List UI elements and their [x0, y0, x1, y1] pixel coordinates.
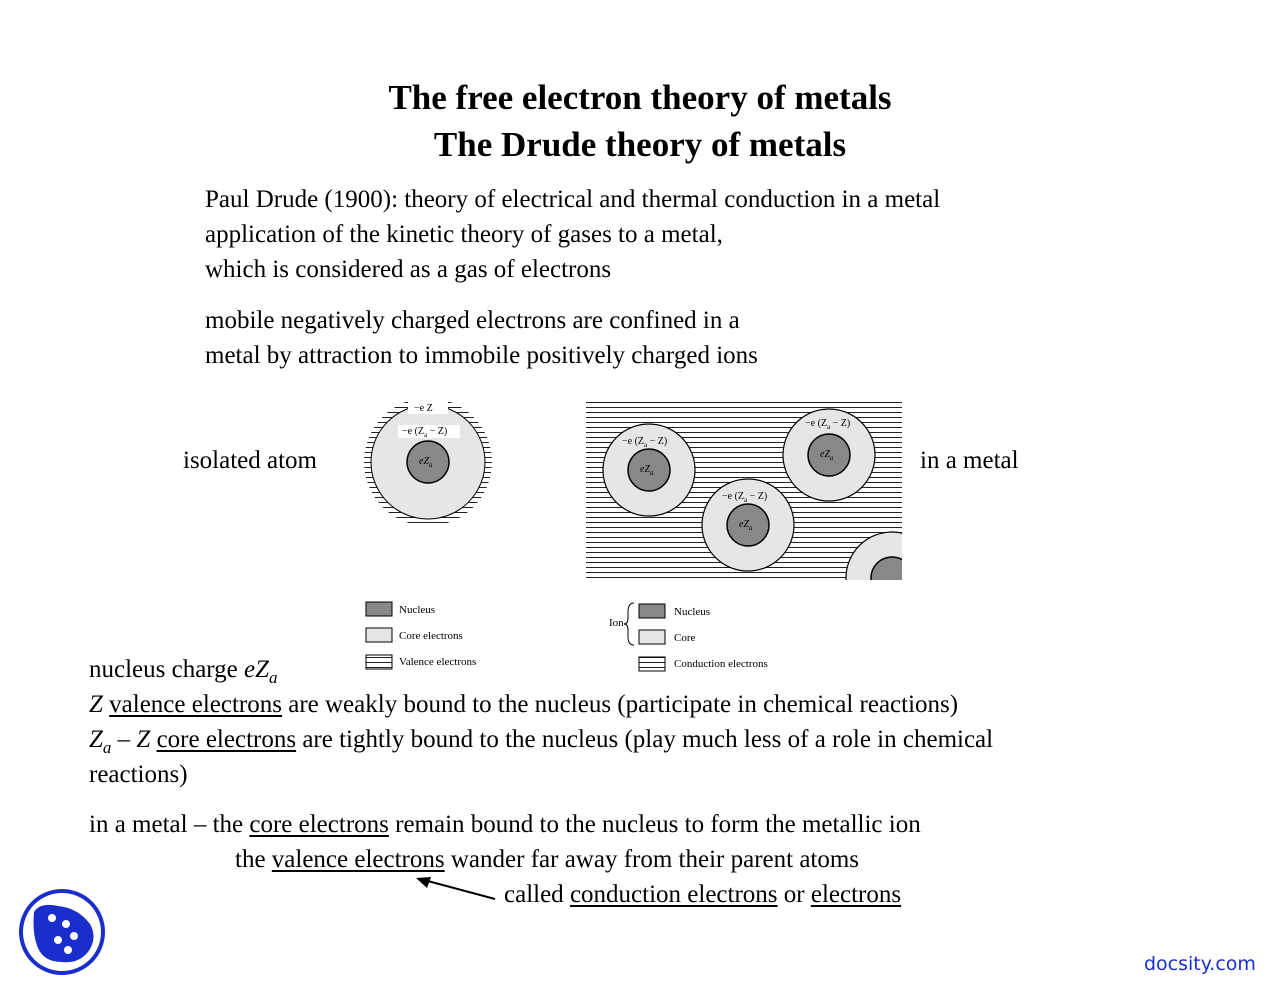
- legend-nucleus-label: Nucleus: [399, 604, 436, 616]
- docsity-link[interactable]: docsity.com: [1144, 953, 1256, 975]
- legend-ion-label: Ion: [609, 617, 624, 629]
- legend-ion-core-label: Core: [674, 632, 696, 644]
- legend-core-swatch: [366, 628, 392, 642]
- atom-outer-charge-label: −e Z: [414, 403, 433, 414]
- atom-nucleus-label: $eZ_a$: [419, 456, 433, 469]
- intro-line-3: which is considered as a gas of electrons: [205, 256, 612, 283]
- arrow-icon: [416, 877, 495, 899]
- core-electrons-line: $Z_a$ – Z core electrons are tightly bound to the nucleus (play much less of a role in chemical: [89, 726, 994, 757]
- in-metal-label: in a metal: [920, 447, 1019, 474]
- wander-line: the valence electrons wander far away from their parent atoms: [235, 846, 860, 873]
- nucleus-charge-line: nucleus charge $eZ_a$: [89, 656, 278, 687]
- ion-2-nucleus-label: $eZ_a$: [820, 449, 834, 462]
- docsity-logo-icon[interactable]: [18, 888, 108, 976]
- ion-1-core-label: −e $(Z_a - Z)$: [622, 436, 668, 449]
- legend-conduction-swatch: [639, 657, 665, 671]
- atom-core-charge-label: −e $(Z_a - Z)$: [402, 426, 448, 439]
- ion-2-core-label: −e $(Z_a - Z)$: [805, 418, 851, 431]
- metal-core-electrons-term: core electrons: [249, 811, 389, 838]
- in-metal-line: in a metal – the core electrons remain bound to the nucleus to form the metallic ion: [89, 811, 921, 838]
- legend-ion-core-swatch: [639, 630, 665, 644]
- wander-valence-term: valence electrons: [271, 846, 445, 873]
- ion-brace: [624, 603, 634, 645]
- legend-core-label: Core electrons: [399, 630, 463, 642]
- conduction-electrons-term: conduction electrons: [569, 881, 778, 908]
- ion-3-nucleus-label: $eZ_a$: [739, 519, 753, 532]
- legend-ion-nucleus-label: Nucleus: [674, 606, 711, 618]
- ion-3-core-label: −e $(Z_a - Z)$: [722, 491, 768, 504]
- valence-electrons-term: valence electrons: [109, 691, 282, 718]
- legend-conduction-label: Conduction electrons: [674, 658, 768, 670]
- legend-nucleus-swatch: [366, 602, 392, 616]
- intro-line-5: metal by attraction to immobile positively charged ions: [205, 342, 758, 369]
- core-electrons-term: core electrons: [156, 726, 297, 753]
- legend-ion-nucleus-swatch: [639, 604, 665, 618]
- ion-4: [846, 532, 938, 624]
- isolated-atom-label: isolated atom: [183, 447, 317, 474]
- legend-valence-label: Valence electrons: [399, 656, 477, 668]
- intro-line-2: application of the kinetic theory of gases to a metal,: [205, 221, 723, 248]
- called-line: called conduction electrons or electrons: [504, 881, 902, 908]
- ion-1-nucleus-label: $eZ_a$: [640, 464, 654, 477]
- valence-electrons-line: Z valence electrons are weakly bound to the nucleus (participate in chemical reactions): [89, 691, 959, 718]
- title-line-2: The Drude theory of metals: [433, 125, 847, 164]
- core-electrons-line-2: reactions): [89, 761, 188, 788]
- title-line-1: The free electron theory of metals: [388, 78, 892, 117]
- intro-line-1: Paul Drude (1900): theory of electrical and thermal conduction in a metal: [205, 186, 941, 213]
- metal-region: [586, 399, 938, 624]
- intro-line-4: mobile negatively charged electrons are confined in a: [205, 307, 740, 334]
- electrons-term: electrons: [810, 881, 902, 908]
- legend-valence-swatch: [366, 655, 392, 669]
